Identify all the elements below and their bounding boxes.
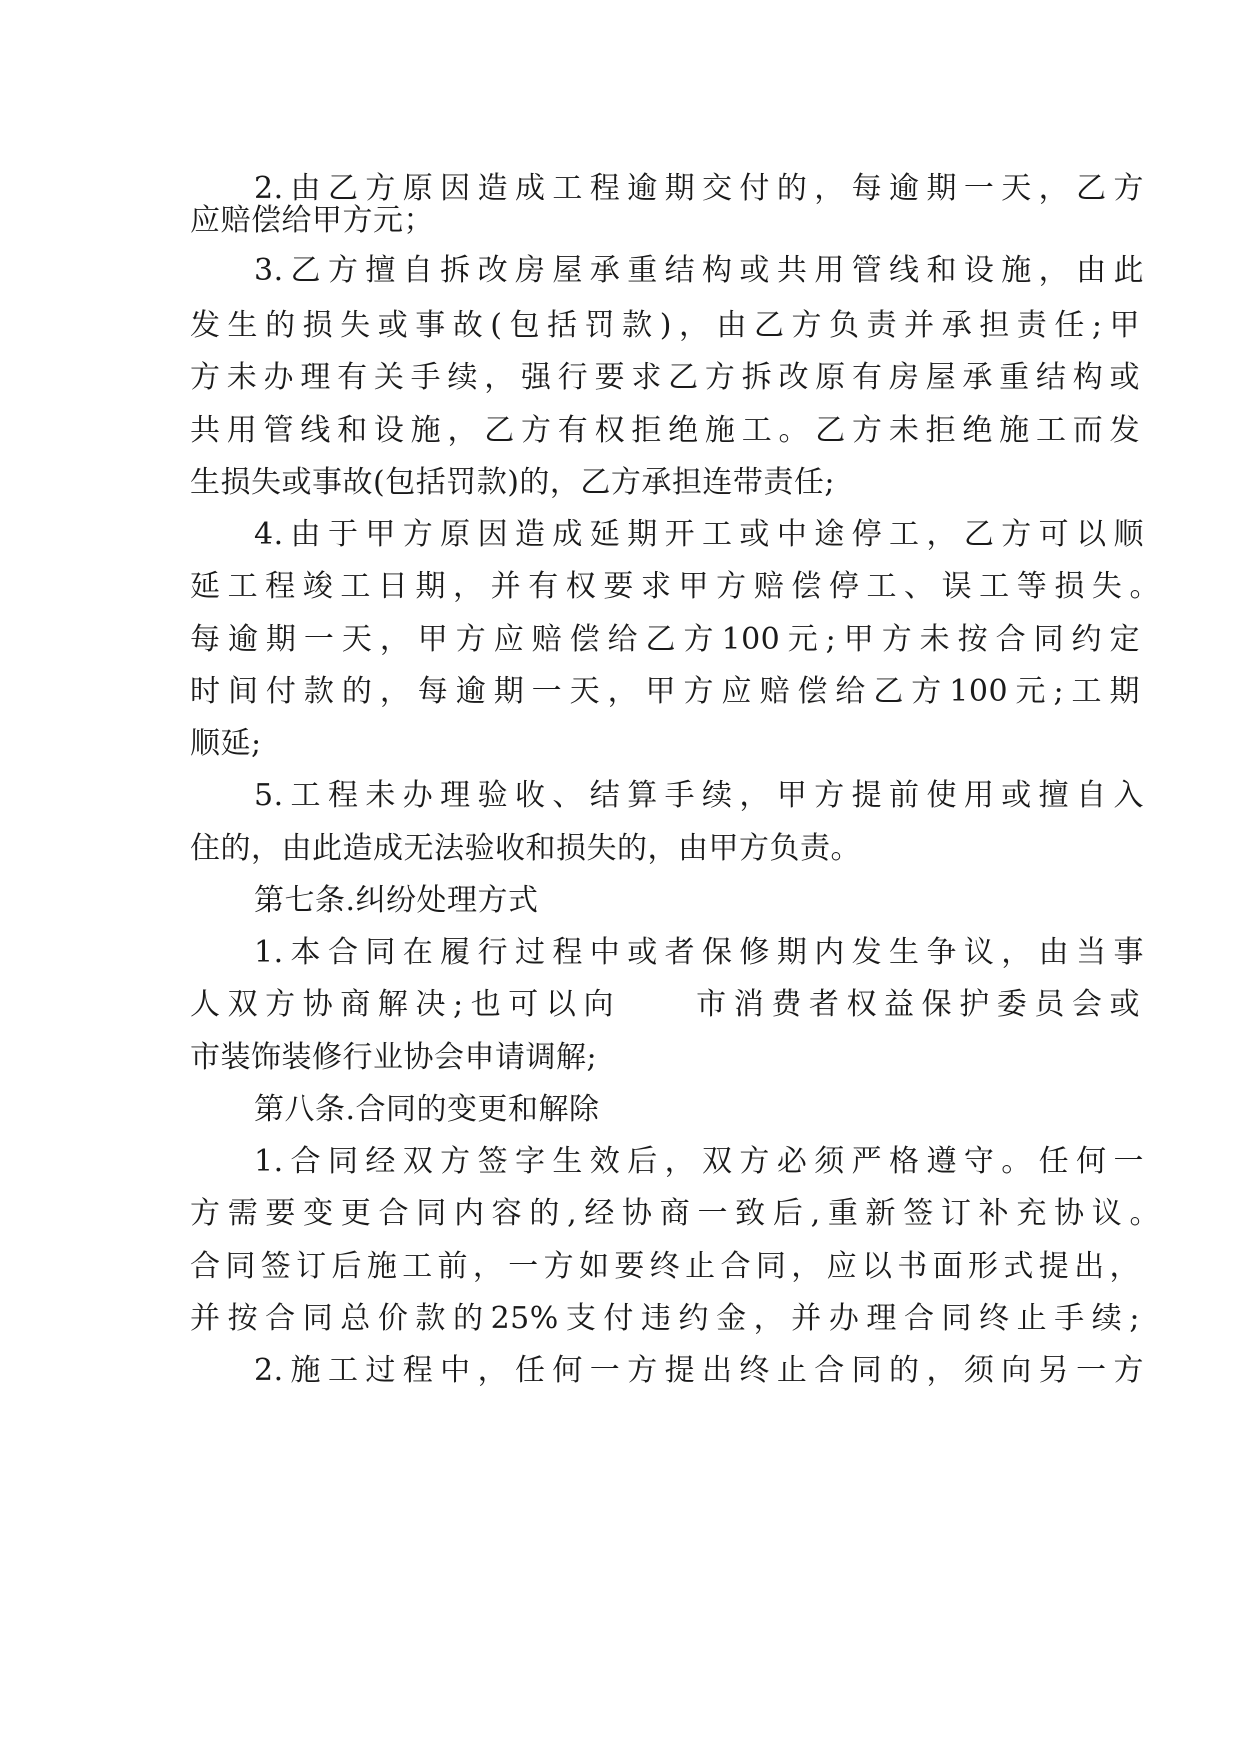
- paragraph-line: 2.施工过程中，任何一方提出终止合同的，须向另一方: [254, 1353, 1144, 1388]
- paragraph-line: 顺延;: [190, 726, 262, 761]
- paragraph-line: 生损失或事故(包括罚款)的，乙方承担连带责任;: [190, 465, 836, 500]
- section-heading: 第八条.合同的变更和解除: [254, 1092, 600, 1127]
- paragraph-line: 并按合同总价款的25%支付违约金，并办理合同终止手续;: [190, 1301, 1140, 1336]
- paragraph-line: 市装饰装修行业协会申请调解;: [190, 1040, 598, 1075]
- paragraph-line: 每逾期一天，甲方应赔偿给乙方100元;甲方未按合同约定: [190, 622, 1140, 657]
- paragraph-line: 5.工程未办理验收、结算手续，甲方提前使用或擅自入: [254, 778, 1144, 813]
- section-heading: 第七条.纠纷处理方式: [254, 883, 539, 918]
- paragraph-line: 时间付款的，每逾期一天，甲方应赔偿给乙方100元;工期: [190, 674, 1140, 709]
- paragraph-line: 3.乙方擅自拆改房屋承重结构或共用管线和设施，由此: [254, 253, 1144, 288]
- paragraph-line: 住的，由此造成无法验收和损失的，由甲方负责。: [190, 831, 861, 866]
- paragraph-line: 人双方协商解决;也可以向 市消费者权益保护委员会或: [190, 987, 1140, 1022]
- paragraph-line: 方需要变更合同内容的,经协商一致后,重新签订补充协议。: [190, 1196, 1160, 1231]
- paragraph-line: 发生的损失或事故(包括罚款)，由乙方负责并承担责任;甲: [190, 308, 1140, 343]
- paragraph-line: 共用管线和设施，乙方有权拒绝施工。乙方未拒绝施工而发: [190, 413, 1140, 448]
- paragraph-line: 1.合同经双方签字生效后，双方必须严格遵守。任何一: [254, 1144, 1144, 1179]
- paragraph-line: 延工程竣工日期，并有权要求甲方赔偿停工、误工等损失。: [190, 569, 1160, 604]
- paragraph-line: 1.本合同在履行过程中或者保修期内发生争议，由当事: [254, 935, 1144, 970]
- paragraph-line: 4.由于甲方原因造成延期开工或中途停工，乙方可以顺: [254, 517, 1144, 552]
- paragraph-line: 合同签订后施工前，一方如要终止合同，应以书面形式提出，: [190, 1249, 1140, 1284]
- paragraph-line: 2.由乙方原因造成工程逾期交付的，每逾期一天，乙方: [254, 171, 1144, 206]
- paragraph-line: 应赔偿给甲方元；: [190, 203, 434, 238]
- paragraph-line: 方未办理有关手续，强行要求乙方拆改原有房屋承重结构或: [190, 360, 1140, 395]
